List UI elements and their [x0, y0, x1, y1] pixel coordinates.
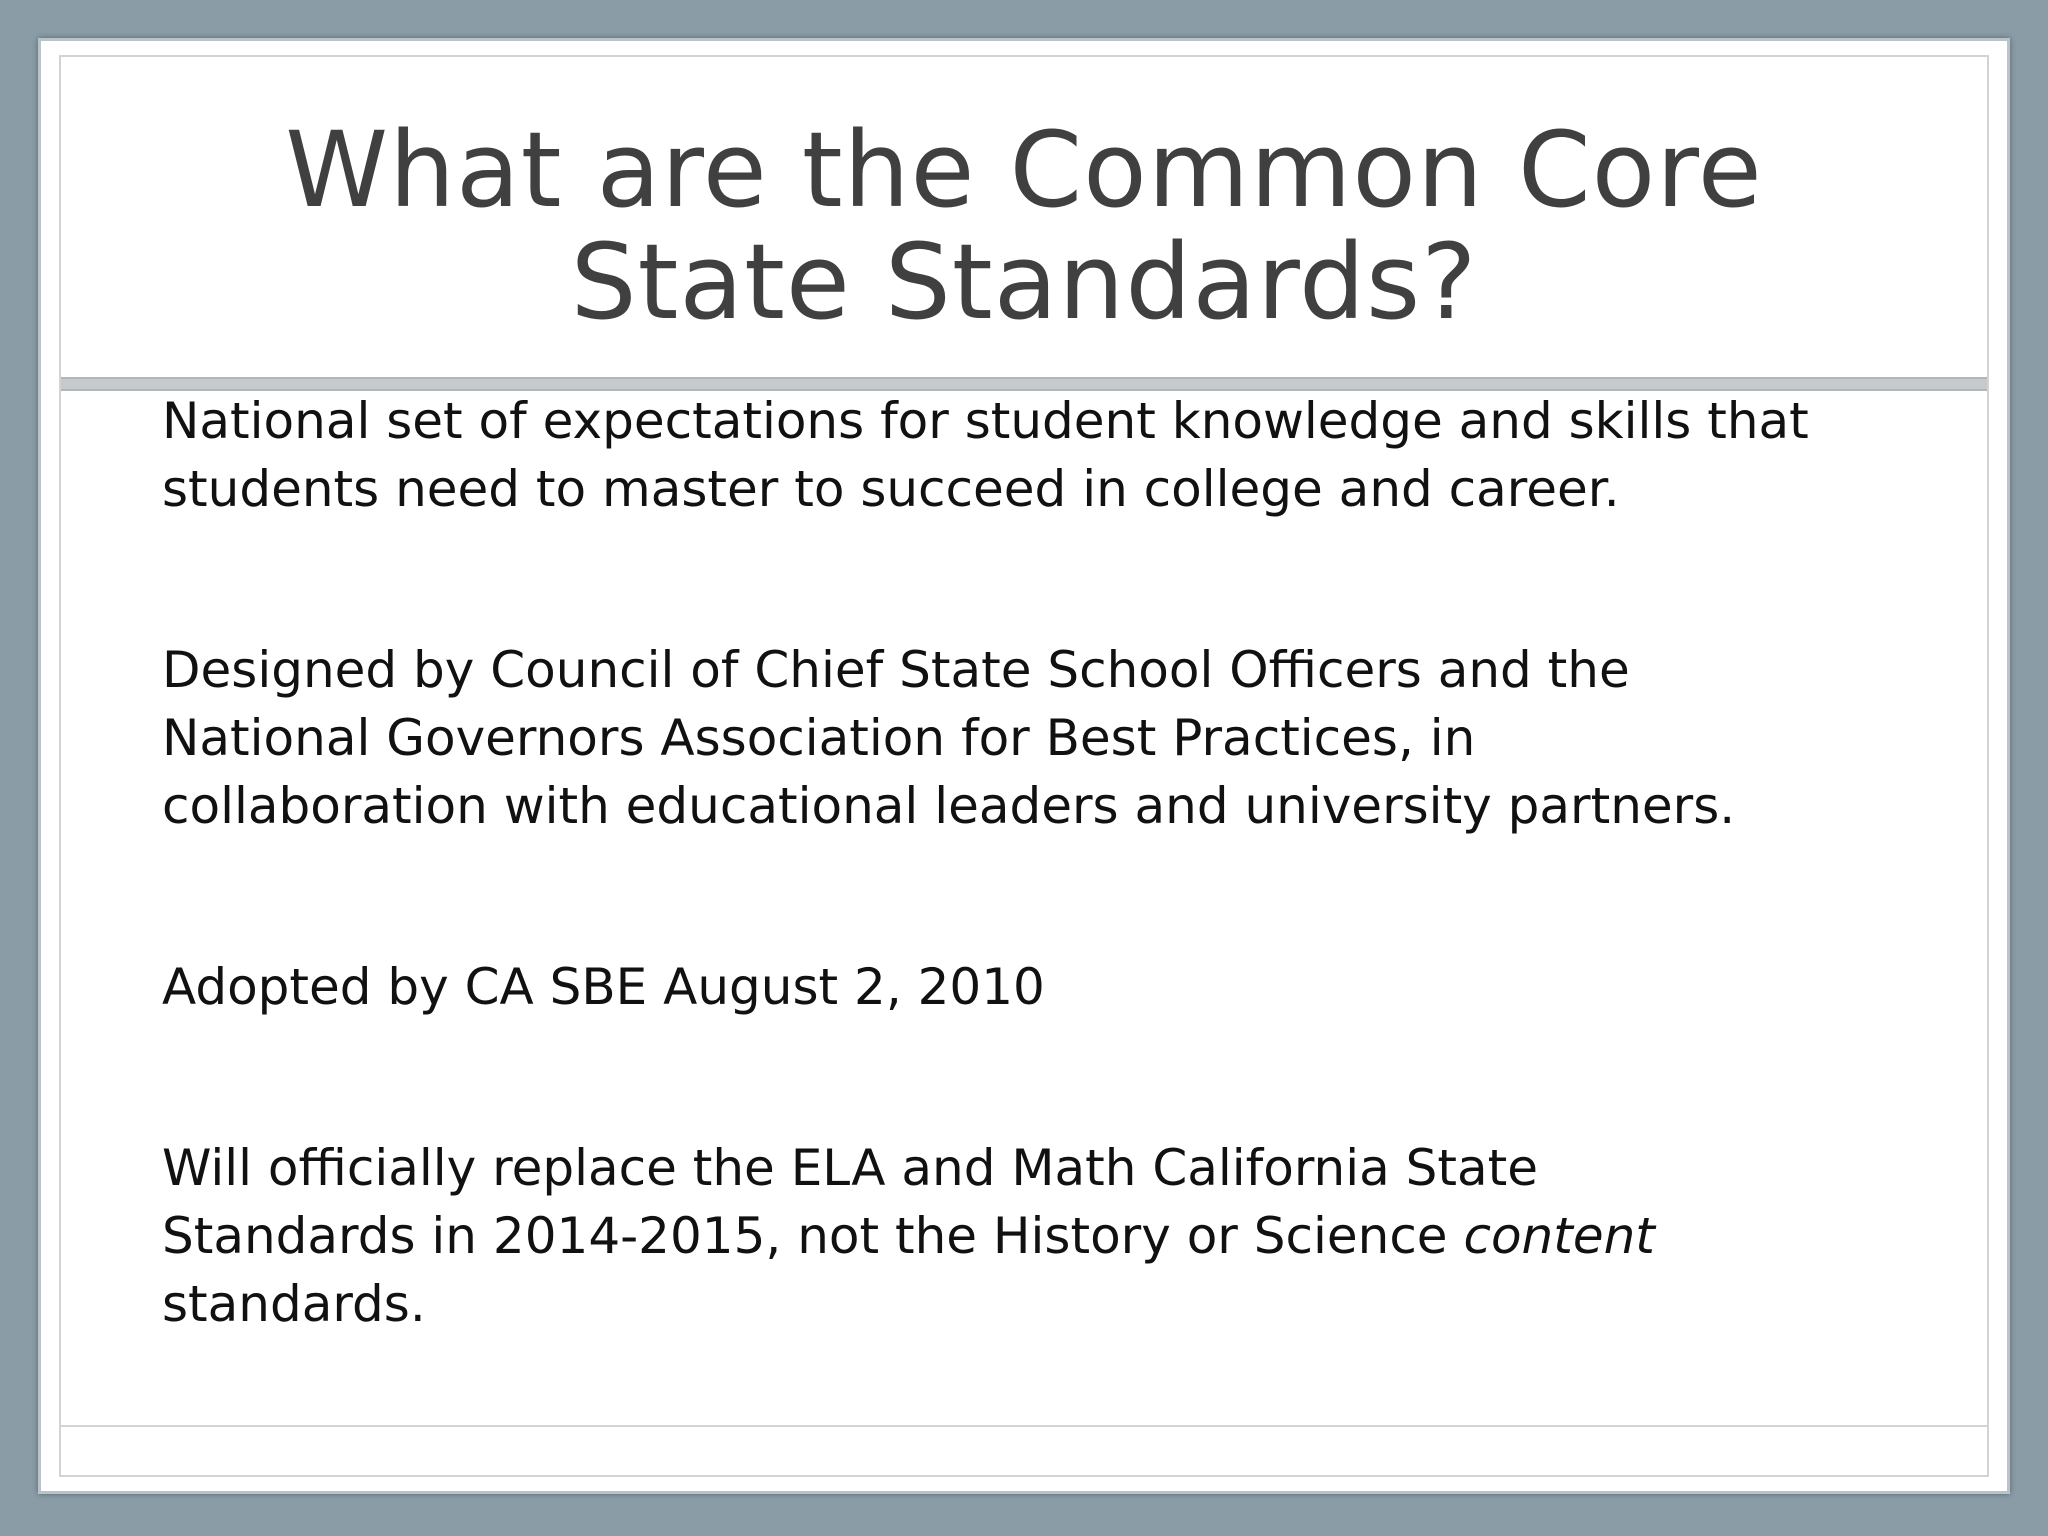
text-line: collaboration with educational leaders and university partners.	[162, 777, 1736, 835]
text-segment: Standards in 2014-2015, not the History or Science	[162, 1207, 1464, 1265]
text-line: National set of expectations for student knowledge and skills that	[162, 392, 1809, 450]
paragraph-adopted	[162, 953, 1962, 1021]
slide	[38, 38, 2010, 1494]
emphasis-content: content	[1463, 1207, 1655, 1265]
text-line: Adopted by CA SBE August 2, 2010	[162, 958, 1045, 1016]
paragraph-designed-by	[162, 636, 1962, 840]
title-line-1: What are the Common Core	[285, 109, 1763, 231]
title-line-2: State Standards?	[570, 221, 1478, 343]
text-line: standards.	[162, 1275, 426, 1333]
paragraph-replace	[162, 1134, 1962, 1338]
text-line: National Governors Association for Best Practices, in	[162, 709, 1476, 767]
slide-body	[162, 387, 1962, 1451]
text-line: students need to master to succeed in college and career.	[162, 460, 1620, 518]
slide-frame	[59, 55, 1989, 1477]
slide-title	[285, 109, 1763, 343]
text-line	[162, 1202, 1962, 1270]
text-line: Designed by Council of Chief State School Officers and the	[162, 641, 1630, 699]
paragraph-definition	[162, 387, 1962, 523]
text-line: Will officially replace the ELA and Math California State	[162, 1139, 1539, 1197]
footer-divider	[61, 1425, 1987, 1427]
title-area	[61, 57, 1987, 395]
